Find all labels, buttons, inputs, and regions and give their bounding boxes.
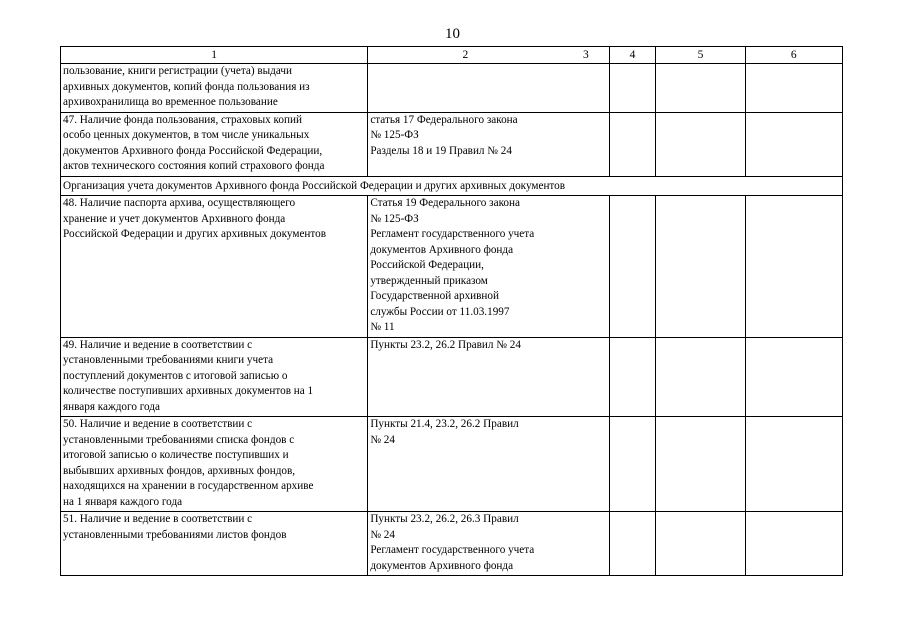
checklist-table: [60, 46, 843, 576]
requirement-cell: [61, 337, 368, 417]
col-5-cell: [656, 64, 745, 113]
col-5-cell: [656, 417, 745, 512]
legal-basis-text: Пункты 23.2, 26.2, 26.3 Правил № 24 Регламент государственного учета документов Архивного фонда: [370, 513, 535, 572]
requirement-cell: [61, 112, 368, 176]
legal-basis-cell: [368, 417, 609, 512]
requirement-text: 48. Наличие паспорта архива, осуществляющего хранение и учет документов Архивного фонда Российской Федерации и других архивных документов: [63, 197, 327, 240]
requirement-cell: [61, 196, 368, 338]
requirement-cell: [61, 417, 368, 512]
col-5-cell: [656, 112, 745, 176]
header-col-4: 4: [609, 47, 656, 64]
col-4-cell: [609, 112, 656, 176]
table-row: [61, 196, 843, 338]
col-6-cell: [745, 512, 842, 576]
requirement-text: пользование, книги регистрации (учета) выдачи архивных документов, копий фонда пользования из архивохранилища во временное пользование: [63, 65, 310, 108]
col-4-cell: [609, 417, 656, 512]
table-row: [61, 512, 843, 576]
requirement-cell: [61, 64, 368, 113]
header-col-1: 1: [61, 47, 368, 64]
section-heading-row: [61, 176, 843, 196]
page-number: 10: [445, 26, 460, 42]
header-col-5: 5: [656, 47, 745, 64]
col-4-cell: [609, 196, 656, 338]
table-row: [61, 417, 843, 512]
col-5-cell: [656, 512, 745, 576]
table-row: [61, 64, 843, 113]
legal-basis-cell: [368, 337, 609, 417]
col-5-cell: [656, 337, 745, 417]
col-4-cell: [609, 64, 656, 113]
col-6-cell: [745, 112, 842, 176]
legal-basis-cell: [368, 64, 609, 113]
legal-basis-text: Статья 19 Федерального закона № 125-ФЗ Регламент государственного учета документов Архивного фонда Российской Федерации, утвержденный приказом Государственной архивной службы России от 11.03.1997 № 11: [370, 197, 535, 333]
requirement-text: 47. Наличие фонда пользования, страховых копий особо ценных документов, в том числе уникальных документов Архивного фонда Российской Федерации, актов технического состояния копий страхового фонда: [63, 113, 325, 172]
requirement-cell: [61, 512, 368, 576]
header-col-3: 3: [582, 49, 589, 61]
col-6-cell: [745, 64, 842, 113]
col-6-cell: [745, 337, 842, 417]
col-5-cell: [656, 196, 745, 338]
legal-basis-text: Пункты 23.2, 26.2 Правил № 24: [370, 338, 521, 351]
header-col-6: 6: [745, 47, 842, 64]
col-6-cell: [745, 417, 842, 512]
legal-basis-cell: [368, 512, 609, 576]
table-row: [61, 112, 843, 176]
legal-basis-text: Пункты 21.4, 23.2, 26.2 Правил № 24: [370, 418, 519, 446]
header-col-2-3: [368, 47, 609, 64]
requirement-text: 50. Наличие и ведение в соответствии с установленными требованиями списка фондов с итоговой записью о количестве поступивших и выбывших архивных фондов, архивных фондов, находящихся на хранении в государственном архиве на 1 января каждого года: [63, 418, 314, 508]
requirement-text: 49. Наличие и ведение в соответствии с установленными требованиями книги учета поступлений документов с итоговой записью о количестве поступивших архивных документов на 1 января каждого года: [63, 338, 314, 413]
legal-basis-cell: [368, 196, 609, 338]
col-6-cell: [745, 196, 842, 338]
header-col-2: 2: [462, 49, 469, 61]
section-heading: Организация учета документов Архивного фонда Российской Федерации и других архивных документов: [61, 176, 843, 196]
table-row: [61, 337, 843, 417]
legal-basis-cell: [368, 112, 609, 176]
legal-basis-text: статья 17 Федерального закона № 125-ФЗ Разделы 18 и 19 Правил № 24: [370, 113, 518, 157]
col-4-cell: [609, 337, 656, 417]
requirement-text: 51. Наличие и ведение в соответствии с установленными требованиями листов фондов: [63, 513, 287, 541]
table-header-row: [61, 47, 843, 64]
col-4-cell: [609, 512, 656, 576]
